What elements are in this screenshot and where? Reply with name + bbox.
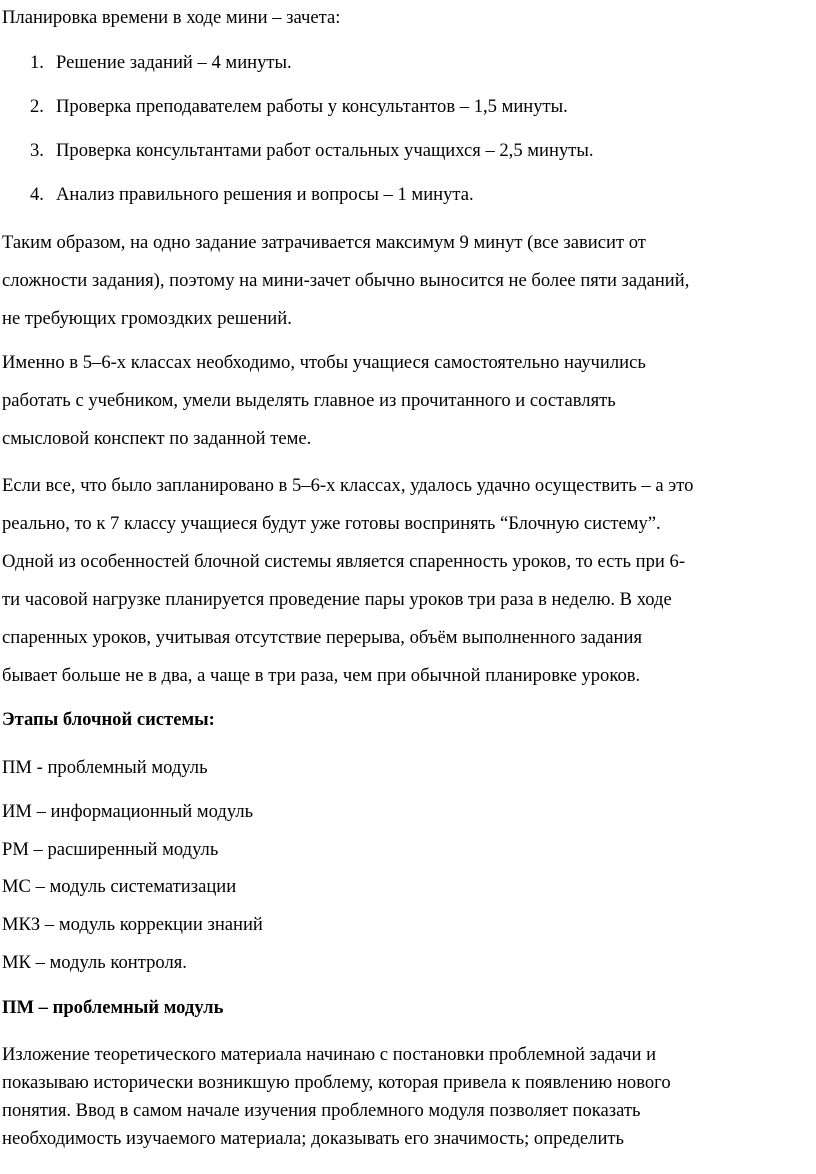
- paragraph-line: спаренных уроков, учитывая отсутствие перерыва, объём выполненного задания: [2, 627, 643, 648]
- paragraph-line: бывает больше не в два, а чаще в три раза, чем при обычной планировке уроков.: [2, 665, 641, 686]
- paragraph-line: не требующих громоздких решений.: [2, 308, 292, 329]
- time-plan-item: [30, 140, 594, 162]
- list-text: Решение заданий – 4 минуты.: [56, 52, 292, 73]
- list-number: 4.: [30, 184, 44, 205]
- paragraph-line: необходимость изучаемого материала; доказывать его значимость; определить: [2, 1128, 624, 1149]
- time-plan-item: [30, 184, 474, 206]
- paragraph-line: смысловой конспект по заданной теме.: [2, 428, 312, 449]
- paragraph-line: понятия. Ввод в самом начале изучения проблемного модуля позволяет показать: [2, 1100, 641, 1121]
- intro-heading: Планировка времени в ходе мини – зачета:: [2, 7, 341, 28]
- stage-item: МКЗ – модуль коррекции знаний: [2, 914, 263, 935]
- pm-heading: ПМ – проблемный модуль: [2, 997, 224, 1018]
- stage-item: МС – модуль систематизации: [2, 876, 237, 897]
- paragraph-line: Таким образом, на одно задание затрачивается максимум 9 минут (все зависит от: [2, 232, 646, 253]
- paragraph-line: Изложение теоретического материала начинаю с постановки проблемной задачи и: [2, 1044, 657, 1065]
- list-text: Анализ правильного решения и вопросы – 1 минута.: [56, 184, 474, 205]
- list-number: 3.: [30, 140, 44, 161]
- list-number: 1.: [30, 52, 44, 73]
- stage-item: РМ – расширенный модуль: [2, 839, 219, 860]
- stages-heading: Этапы блочной системы:: [2, 709, 215, 730]
- time-plan-item: [30, 52, 292, 74]
- list-number: 2.: [30, 96, 44, 117]
- stage-item: ПМ - проблемный модуль: [2, 757, 208, 778]
- paragraph-line: реально, то к 7 классу учащиеся будут уже готовы воспринять “Блочную систему”.: [2, 513, 661, 534]
- paragraph-line: показываю исторически возникшую проблему, которая привела к появлению нового: [2, 1072, 671, 1093]
- stage-item: МК – модуль контроля.: [2, 952, 187, 973]
- paragraph-line: ти часовой нагрузке планируется проведение пары уроков три раза в неделю. В ходе: [2, 589, 672, 610]
- time-plan-item: [30, 96, 568, 118]
- paragraph-line: Если все, что было запланировано в 5–6-х классах, удалось удачно осуществить – а это: [2, 475, 694, 496]
- paragraph-line: сложности задания), поэтому на мини-зачет обычно выносится не более пяти заданий,: [2, 270, 690, 291]
- paragraph-line: Одной из особенностей блочной системы является спаренность уроков, то есть при 6-: [2, 551, 686, 572]
- paragraph-line: Именно в 5–6-х классах необходимо, чтобы учащиеся самостоятельно научились: [2, 352, 646, 373]
- list-text: Проверка преподавателем работы у консультантов – 1,5 минуты.: [56, 96, 568, 117]
- list-text: Проверка консультантами работ остальных учащихся – 2,5 минуты.: [56, 140, 594, 161]
- stage-item: ИМ – информационный модуль: [2, 801, 254, 822]
- paragraph-line: работать с учебником, умели выделять главное из прочитанного и составлять: [2, 390, 616, 411]
